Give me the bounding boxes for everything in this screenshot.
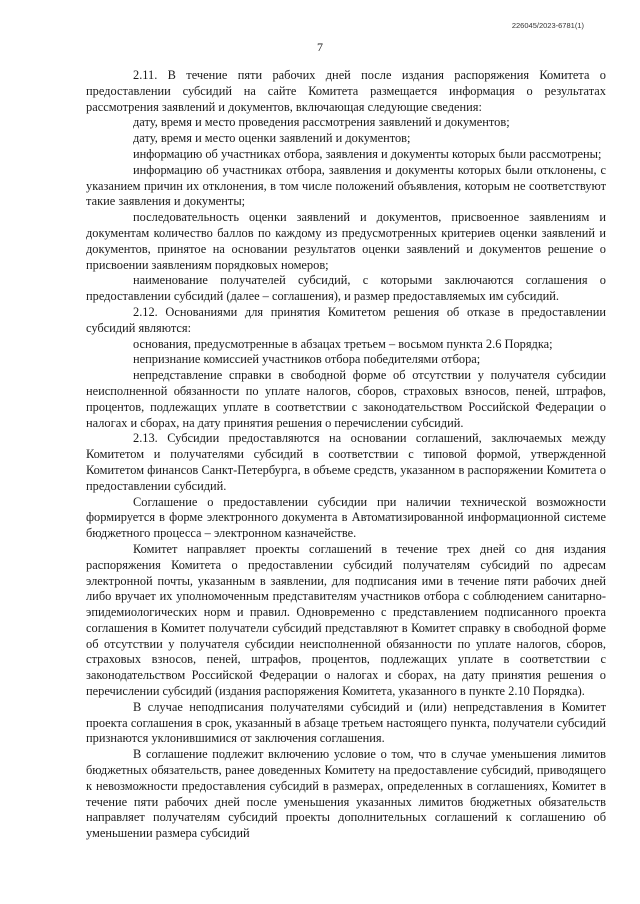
paragraph: В соглашение подлежит включению условие о том, что в случае уменьшения лимитов бюджетных обязательств, ранее доведенных Комитету на предоставление субсидий, приводящего к невозможности предоставления субсидий в размерах, определенных в соглашениях, Комитет в течение пяти рабочих дней после уменьшения указанных лимитов бюджетных обязательств направляет получателям субсидий проекты дополнительных соглашений к соглашению об уменьшении размера субсидий [86,747,606,841]
document-body [86,68,606,842]
paragraph: информацию об участниках отбора, заявления и документы которых были рассмотрены; [133,146,602,161]
paragraph: дату, время и место оценки заявлений и документов; [133,131,411,146]
paragraph: непризнание комиссией участников отбора победителями отбора; [133,352,481,367]
paragraph: наименование получателей субсидий, с которыми заключаются соглашения о предоставлении субсидий (далее – соглашения), и размер предоставляемых им субсидий. [86,273,606,304]
paragraph: Комитет направляет проекты соглашений в течение трех дней со дня издания распоряжения Комитета о предоставлении субсидий получателям субсидий по адресам электронной почты, указанным в заявлении, для подписания ими в течение пяти рабочих дней либо вручает их уполномоченным представителям участников отбора с соблюдением санитарно-эпидемиологических норм и правил. Одновременно с представлением подписанного проекта соглашения в Комитет получатели субсидий представляют в Комитет справку в свободной форме об отсутствии у получателя субсидии неисполненной обязанности по уплате налогов, сборов, страховых взносов, пеней, штрафов, процентов, подлежащих уплате в соответствии с законодательством Российской Федерации о налогах и сборах, на дату принятия решения о перечислении субсидий (издания распоряжения Комитета, указанного в пункте 2.10 Порядка). [86,541,606,699]
paragraph: непредставление справки в свободной форме об отсутствии у получателя субсидии неисполненной обязанности по уплате налогов, сборов, страховых взносов, пеней, штрафов, процентов, подлежащих уплате в соответствии с законодательством Российской Федерации о налогах и сборах, на дату принятия решения о перечислении субсидий. [86,368,606,430]
paragraph: 2.13. Субсидии предоставляются на основании соглашений, заключаемых между Комитетом и получателями субсидий в соответствии с типовой формой, утвержденной Комитетом финансов Санкт-Петербурга, в объеме средств, указанном в распоряжении Комитета о предоставлении субсидий. [86,431,606,493]
paragraph: Соглашение о предоставлении субсидии при наличии технической возможности формируется в форме электронного документа в Автоматизированной информационной системе бюджетного процесса – электронном казначействе. [86,494,606,541]
document-id: 226045/2023-6781(1) [511,21,584,30]
paragraph: 2.11. В течение пяти рабочих дней после издания распоряжения Комитета о предоставлении субсидий на сайте Комитета размещается информация о результатах рассмотрения заявлений и документов, включающая следующие сведения: [86,68,606,114]
page-number: 7 [317,40,323,54]
paragraph: 2.12. Основаниями для принятия Комитетом решения об отказе в предоставлении субсидий являются: [86,304,606,335]
paragraph: последовательность оценки заявлений и документов, присвоенное заявлениям и документам количество баллов по каждому из предусмотренных критериев оценки заявлений и документов, принятое на основании результатов оценки заявлений и документов решение о присвоении заявлениям порядковых номеров; [86,210,606,272]
paragraph: информацию об участниках отбора, заявления и документы которых были отклонены, с указанием причин их отклонения, в том числе положений объявления, которым не соответствуют такие заявления и документы; [86,162,606,209]
paragraph: дату, время и место проведения рассмотрения заявлений и документов; [133,115,510,130]
paragraph: В случае неподписания получателями субсидий и (или) непредставления в Комитет проекта соглашения в срок, указанный в абзаце третьем настоящего пункта, получатели субсидий признаются уклонившимися от заключения соглашения. [86,699,606,746]
paragraph: основания, предусмотренные в абзацах третьем – восьмом пункта 2.6 Порядка; [133,336,553,351]
